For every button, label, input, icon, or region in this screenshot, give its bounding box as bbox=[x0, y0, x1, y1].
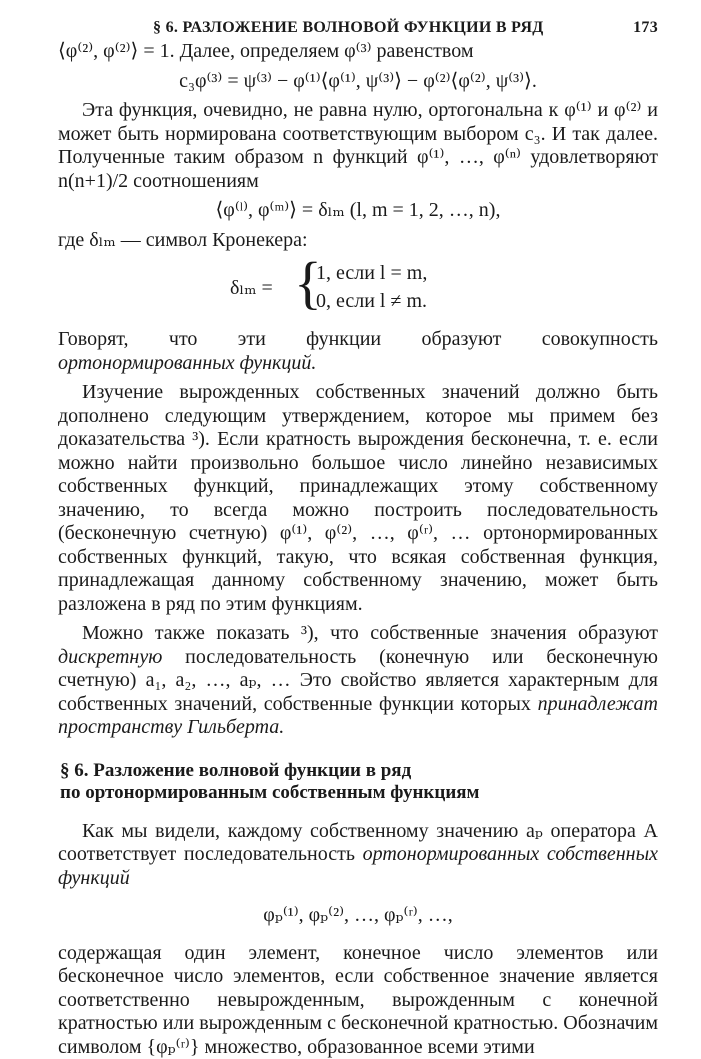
kronecker-lhs: δₗₘ = bbox=[230, 277, 273, 301]
italic-term: дискретную bbox=[58, 646, 162, 668]
italic-term: ортонормированных собственных функций bbox=[58, 843, 658, 889]
paragraph bbox=[58, 820, 658, 891]
section-heading bbox=[60, 760, 658, 804]
text-line: где δₗₘ — символ Кронекера: bbox=[58, 229, 658, 253]
page-number: 173 bbox=[633, 16, 658, 40]
kronecker-case-1: 1, если l = m, bbox=[316, 262, 427, 286]
paragraph-text: Можно также показать ³), что собственные значения образуют bbox=[82, 622, 658, 644]
book-page bbox=[58, 10, 658, 1059]
section-heading-line-1: § 6. Разложение волновой функции в ряд bbox=[60, 760, 658, 782]
italic-term: принадлежат пространству Гильберта. bbox=[58, 693, 658, 739]
brace-symbol: { bbox=[294, 252, 322, 314]
italic-term: ортонормированных функций. bbox=[58, 352, 316, 374]
paragraph-text: Как мы видели, каждому собственному значению aₚ оператора A соответствует последовательность bbox=[58, 820, 658, 866]
kronecker-definition bbox=[58, 258, 658, 320]
paragraph bbox=[58, 328, 658, 375]
running-title: § 6. РАЗЛОЖЕНИЕ ВОЛНОВОЙ ФУНКЦИИ В РЯД bbox=[153, 16, 544, 40]
paragraph: содержащая один элемент, конечное число элементов или бесконечное число элементов, если собственное значение является соответственно невырожденным, вырожденным с конечной кратностью или вырожденным с бесконечной кратностью. Обозначим символом {φₚ⁽ʳ⁾} множество, образованное всеми этими bbox=[58, 942, 658, 1059]
paragraph bbox=[58, 622, 658, 740]
equation-c3: c₃φ⁽³⁾ = ψ⁽³⁾ − φ⁽¹⁾⟨φ⁽¹⁾, ψ⁽³⁾⟩ − φ⁽²⁾⟨φ⁽²⁾, ψ⁽³⁾⟩. bbox=[58, 70, 658, 94]
section-heading-line-2: по ортонормированным собственным функциям bbox=[60, 782, 658, 804]
paragraph: Эта функция, очевидно, не равна нулю, ортогональна к φ⁽¹⁾ и φ⁽²⁾ и может быть нормирована соответствующим выбором c₃. И так далее. Полученные таким образом n функций φ⁽¹⁾, …, φ⁽ⁿ⁾ удовлетворяют n(n+1)/2 соотношениям bbox=[58, 99, 658, 193]
text-line: ⟨φ⁽²⁾, φ⁽²⁾⟩ = 1. Далее, определяем φ⁽³⁾ равенством bbox=[58, 40, 658, 64]
paragraph-text: последовательность (конечную или бесконечную счетную) a₁, a₂, …, aₚ, … Это свойство является характерным для собственных значений, собственные функции которых bbox=[58, 646, 658, 715]
kronecker-case-2: 0, если l ≠ m. bbox=[316, 290, 427, 314]
running-header bbox=[58, 10, 658, 40]
paragraph: Изучение вырожденных собственных значений должно быть дополнено следующим утверждением, которое мы примем без доказательства ³). Если кратность вырождения бесконечна, т. е. если можно найти произвольно большое число линейно независимых собственных функций, принадлежащих этому собственному значению, то всегда можно построить последовательность (бесконечную счетную) φ⁽¹⁾, φ⁽²⁾, …, φ⁽ʳ⁾, … ортонормированных собственных функций, такую, что всякая собственная функция, принадлежащая данному собственному значению, может быть разложена в ряд по этим функциям. bbox=[58, 381, 658, 616]
paragraph-text: Говорят, что эти функции образуют совокупность bbox=[58, 328, 658, 350]
equation-eigenfunction-sequence: φₚ⁽¹⁾, φₚ⁽²⁾, …, φₚ⁽ʳ⁾, …, bbox=[58, 904, 658, 928]
equation-orthonormality: ⟨φ⁽ˡ⁾, φ⁽ᵐ⁾⟩ = δₗₘ (l, m = 1, 2, …, n), bbox=[58, 199, 658, 223]
